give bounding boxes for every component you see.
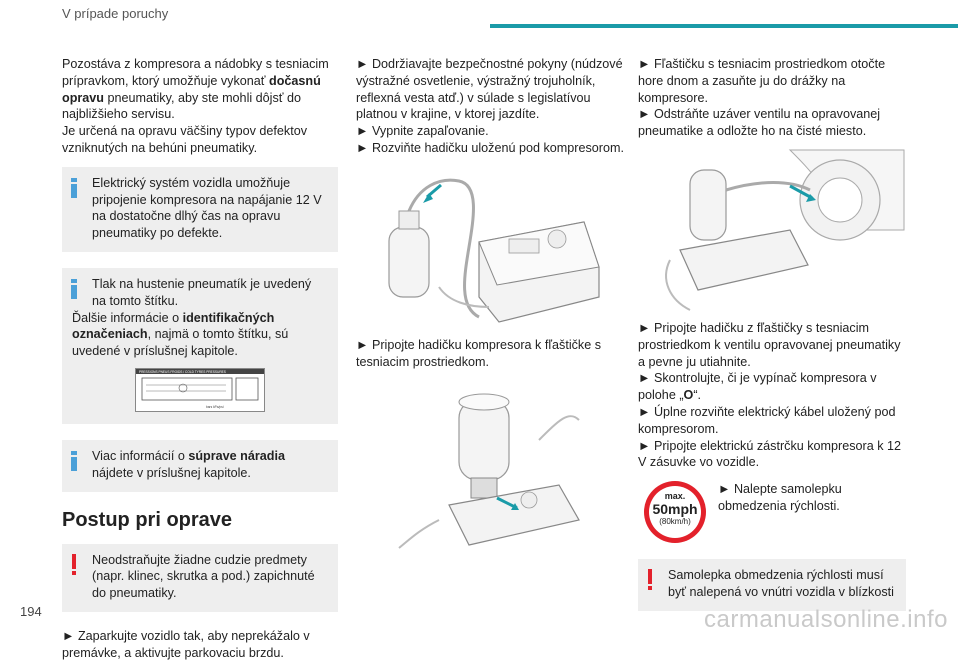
sticker-mph: 50mph <box>652 501 698 518</box>
step-apply-sticker: ► Nalepte samolepku obmedzenia rýchlosti. <box>718 482 842 513</box>
tyre-pressure-label-drawing <box>136 369 264 411</box>
warning-icon <box>647 569 653 591</box>
warning-note-text: Neodstraňujte žiadne cudzie predmety (napr. klinec, skrutka a pod.) zapichnuté do pneumatiky. <box>92 552 315 601</box>
info-note-text: Tlak na hustenie pneumatík je uvedený na tomto štítku. <box>92 276 312 308</box>
info-note-toolkit <box>62 440 338 492</box>
info-icon <box>71 279 77 299</box>
info-note-text: Ďalšie informácie o identifikačných označeniach, najmä o tomto štítku, sú uvedené v príslušnej kapitole. <box>72 310 289 359</box>
info-note-pressure <box>62 268 338 424</box>
sticker-kmh: (80km/h) <box>659 517 691 527</box>
info-note-text: Elektrický systém vozidla umožňuje pripojenie kompresora na napájanie 12 V na dostatočne dlhý čas na opravu pneumatiky po defekte. <box>92 175 322 241</box>
section-heading: Postup pri oprave <box>62 508 233 531</box>
info-icon <box>71 451 77 471</box>
header-accent-bar <box>490 24 958 28</box>
column-2 <box>356 56 632 550</box>
speed-sticker-row <box>638 481 906 543</box>
bottle-connect-illustration <box>379 380 609 550</box>
info-note-text: Viac informácií o súprave náradia nájdete v príslušnej kapitole. <box>92 448 285 480</box>
page-number: 194 <box>20 604 42 619</box>
info-icon <box>71 178 77 198</box>
speed-limit-sticker <box>644 481 706 543</box>
warning-icon <box>71 554 77 576</box>
step-invert-bottle: ► Fľaštičku s tesniacim prostriedkom otočte hore dnom a zasuňte ju do drážky na kompresore. ► Odstráňte uzáver ventilu na opravovanej pneumatike a odložte ho na čisté miesto. <box>638 57 886 139</box>
column-1 <box>62 56 338 672</box>
warning-note-sticker <box>638 559 906 611</box>
column-3 <box>638 56 906 627</box>
step-park: ► Zaparkujte vozidlo tak, aby neprekážalo v premávke, a aktivujte parkovaciu brzdu. <box>62 628 310 660</box>
info-note-power <box>62 167 338 252</box>
watermark: carmanualsonline.info <box>704 606 948 633</box>
step-connect-hose: ► Pripojte hadičku kompresora k fľaštičke s tesniacim prostriedkom. <box>356 337 602 369</box>
warning-note-text: Samolepka obmedzenia rýchlosti musí byť nalepená vo vnútri vozidla v blízkosti <box>668 568 894 599</box>
label-footer: bars kPa/psi <box>206 404 224 409</box>
section-title: V prípade poruchy <box>62 6 169 21</box>
label-title: PRESSIONS PNEUS FROIDS / COLD TYRES PRESSURES <box>139 369 226 374</box>
valve-connect-illustration <box>640 150 904 320</box>
warning-note-objects <box>62 544 338 612</box>
step-connect-valve: ► Pripojte hadičku z fľaštičky s tesniacim prostriedkom k ventilu opravovanej pneumatiky a pevne ju utiahnite. ► Skontrolujte, či je vypínač kompresora v polohe „O“. ► Úplne rozviňte elektrický kábel uložený pod kompresorom. ► Pripojte elektrickú zástrčku kompresora k 12 V zásuvke vo vozidle. <box>638 320 902 470</box>
compressor-hose-illustration <box>379 167 609 337</box>
intro-paragraph: Pozostáva z kompresora a nádobky s tesniacim prípravkom, ktorý umožňuje vykonať dočasnú opravu pneumatiky, aby ste mohli dôjsť do najbližšieho servisu. Je určená na opravu väčšiny typov defektov vzniknutých na behúni pneumatiky. <box>62 57 329 155</box>
step-safety: ► Dodržiavajte bezpečnostné pokyny (núdzové výstražné osvetlenie, výstražný trojuholník, reflexná vesta atď.) v súlade s legislatívou platnou v krajine, v ktorej jazdíte. ► Vypnite zapaľovanie. ► Rozviňte hadičku uloženú pod kompresorom. <box>356 57 624 155</box>
tyre-pressure-label-image <box>135 368 265 412</box>
sticker-max: max. <box>664 491 686 502</box>
